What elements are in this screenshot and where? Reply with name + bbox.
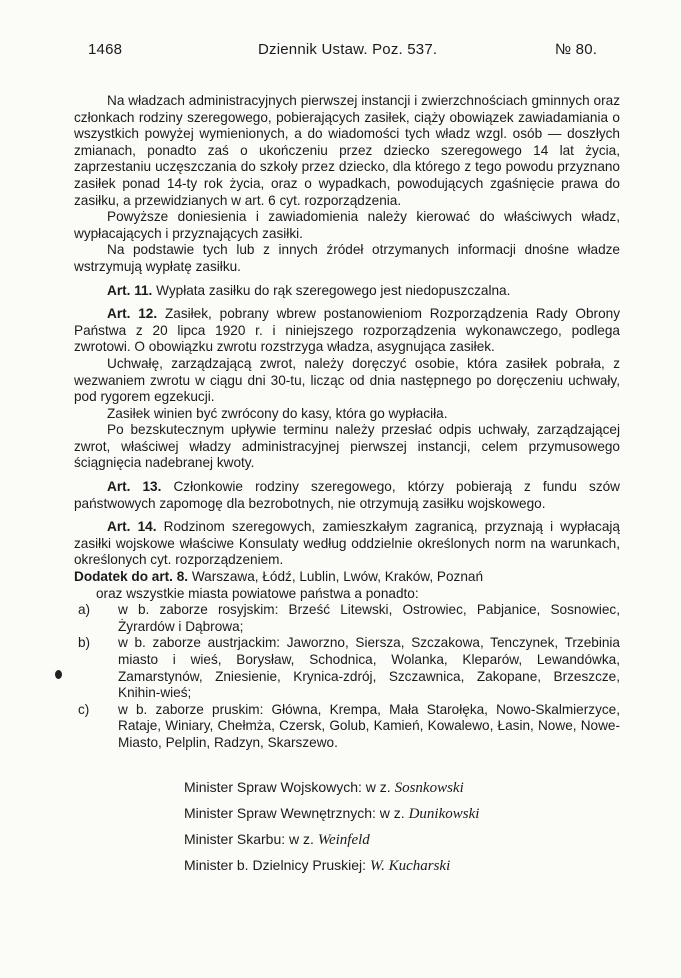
signature-name: Sosnkowski xyxy=(394,780,464,796)
signature-line xyxy=(184,805,479,831)
list-item xyxy=(74,635,620,701)
article-text: Członkowie rodziny szeregowego, którzy pobierają z fundu szów państwowych zapomogę dla bezrobotnych, nie otrzymują zasiłku wojskowego. xyxy=(74,479,620,511)
signature-role: Minister b. Dzielnicy Pruskiej: xyxy=(184,857,367,873)
paragraph: Powyższe doniesienia i zawiadomienia należy kierować do właściwych władz, wypłacających i przyznających zasiłki. xyxy=(74,209,620,241)
article-text: Zasiłek, pobrany wbrew postanowieniom Rozporządzenia Rady Obrony Państwa z 20 lipca 1920 r. i niniejszego rozporządzenia wykonawczego, podlega zwrotowi. O obowiązku zwrotu rozstrzyga władza, asygnująca zasiłek. xyxy=(74,306,620,355)
list-item-text: w b. zaborze austrjackim: Jaworzno, Siersza, Szczakowa, Tenczynek, Trzebinia miasto i wieś, Borysław, Schodnica, Wolanka, Kleparów, Lewandówka, Zamarstynów, Zniesienie, Krynica-zdrój, Szczawnica, Zakopane, Brzeszcze, Knihin-wieś; xyxy=(118,635,620,701)
issue-number: № 80. xyxy=(555,41,598,58)
paragraph: Po bezskutecznym upływie terminu należy przesłać odpis uchwały, zarządzającej zwrot, właściwej władzy administracyjnej pierwszej instancji, celem przymusowego ściągnięcia nadebranej kwoty. xyxy=(74,422,620,471)
article-11 xyxy=(74,283,620,300)
appendix-intro-2: oraz wszystkie miasta powiatowe państwa a ponadto: xyxy=(96,585,419,601)
article-label: Art. 12. xyxy=(107,306,158,322)
article-label: Art. 11. xyxy=(107,282,153,298)
appendix-label: Dodatek do art. 8. xyxy=(74,569,189,585)
paragraph: Zasiłek winien być zwrócony do kasy, która go wypłaciła. xyxy=(107,405,448,421)
signature-role: Minister Spraw Wojskowych: w z. xyxy=(184,779,391,795)
paragraph: Na podstawie tych lub z innych źródeł otrzymanych informacji dnośne władze wstrzymują wypłatę zasiłku. xyxy=(74,242,620,274)
page-number: 1468 xyxy=(88,41,123,58)
signature-line xyxy=(184,857,479,883)
paragraph: Uchwałę, zarządzającą zwrot, należy doręczyć osobie, która zasiłek pobrała, z wezwaniem zwrotu w ciągu dni 30-tu, licząc od dnia następnego po doręczeniu uchwały, pod rygorem egzekucji. xyxy=(74,355,620,405)
appendix-intro: Warszawa, Łódź, Lublin, Lwów, Kraków, Poznań xyxy=(191,569,483,585)
signature-name: Weinfeld xyxy=(317,832,370,848)
article-text: Wypłata zasiłku do rąk szeregowego jest niedopuszczalna. xyxy=(156,282,511,298)
list-item-label: c) xyxy=(78,701,90,717)
signature-line xyxy=(184,779,479,805)
list-item-label: b) xyxy=(78,635,91,651)
signature-name: Dunikowski xyxy=(408,806,480,822)
list-item xyxy=(74,702,620,752)
article-label: Art. 13. xyxy=(107,479,162,495)
list-item-text: w b. zaborze rosyjskim: Brześć Litewski, Ostrowiec, Pabjanice, Sosnowiec, Żyrardów i Dąbrowa; xyxy=(118,602,620,634)
article-text: Rodzinom szeregowych, zamieszkałym zagranicą, przyznają i wypłacają zasiłki wojskowe właściwe Konsulaty według oddzielnie określonych norm na warunkach, określonych cyt. rozporządzeniem. xyxy=(74,519,620,568)
journal-title: Dziennik Ustaw. Poz. 537. xyxy=(258,41,438,58)
signature-line xyxy=(184,831,479,857)
paragraph: Na władzach administracyjnych pierwszej instancji i zwierzchnościach gminnych oraz członkach rodziny szeregowego, pobierających zasiłek, ciąży obowiązek zawiadamiania o wszystkich powyżej wymienionych, a do wiadomości tych władz wzgl. osób — doszłych zmianach, ponadto zaś o ukończeniu przez dziecko szeregowego 14 lat życia, zaprzestaniu uczęszczania do szkoły przez dziecko, dla którego z tego powodu przyznano zasiłek ponad 14-ty rok życia, oraz o wypadkach, powodujących zgaśnięcie prawa do zasiłku, a przewidzianych w art. 6 cyt. rozporządzenia. xyxy=(74,93,620,208)
print-blot xyxy=(55,670,62,679)
signatures xyxy=(184,779,479,883)
list-item-text: w b. zaborze pruskim: Główna, Krempa, Mała Starołęka, Nowo-Skalmierzyce, Rataje, Winiary, Chełmża, Czersk, Golub, Kamień, Kowalewo, Łasin, Nowe, Nowe-Miasto, Pelplin, Radzyn, Skarszewo. xyxy=(118,701,620,750)
list-item xyxy=(74,602,620,635)
signature-role: Minister Spraw Wewnętrznych: w z. xyxy=(184,805,405,821)
signature-name: W. Kucharski xyxy=(369,858,451,874)
article-14 xyxy=(74,519,620,569)
article-label: Art. 14. xyxy=(107,519,157,535)
article-13 xyxy=(74,479,620,512)
article-12 xyxy=(74,306,620,356)
signature-role: Minister Skarbu: w z. xyxy=(184,831,314,847)
appendix xyxy=(74,569,620,586)
list-item-label: a) xyxy=(78,602,91,618)
document-body xyxy=(74,93,620,752)
